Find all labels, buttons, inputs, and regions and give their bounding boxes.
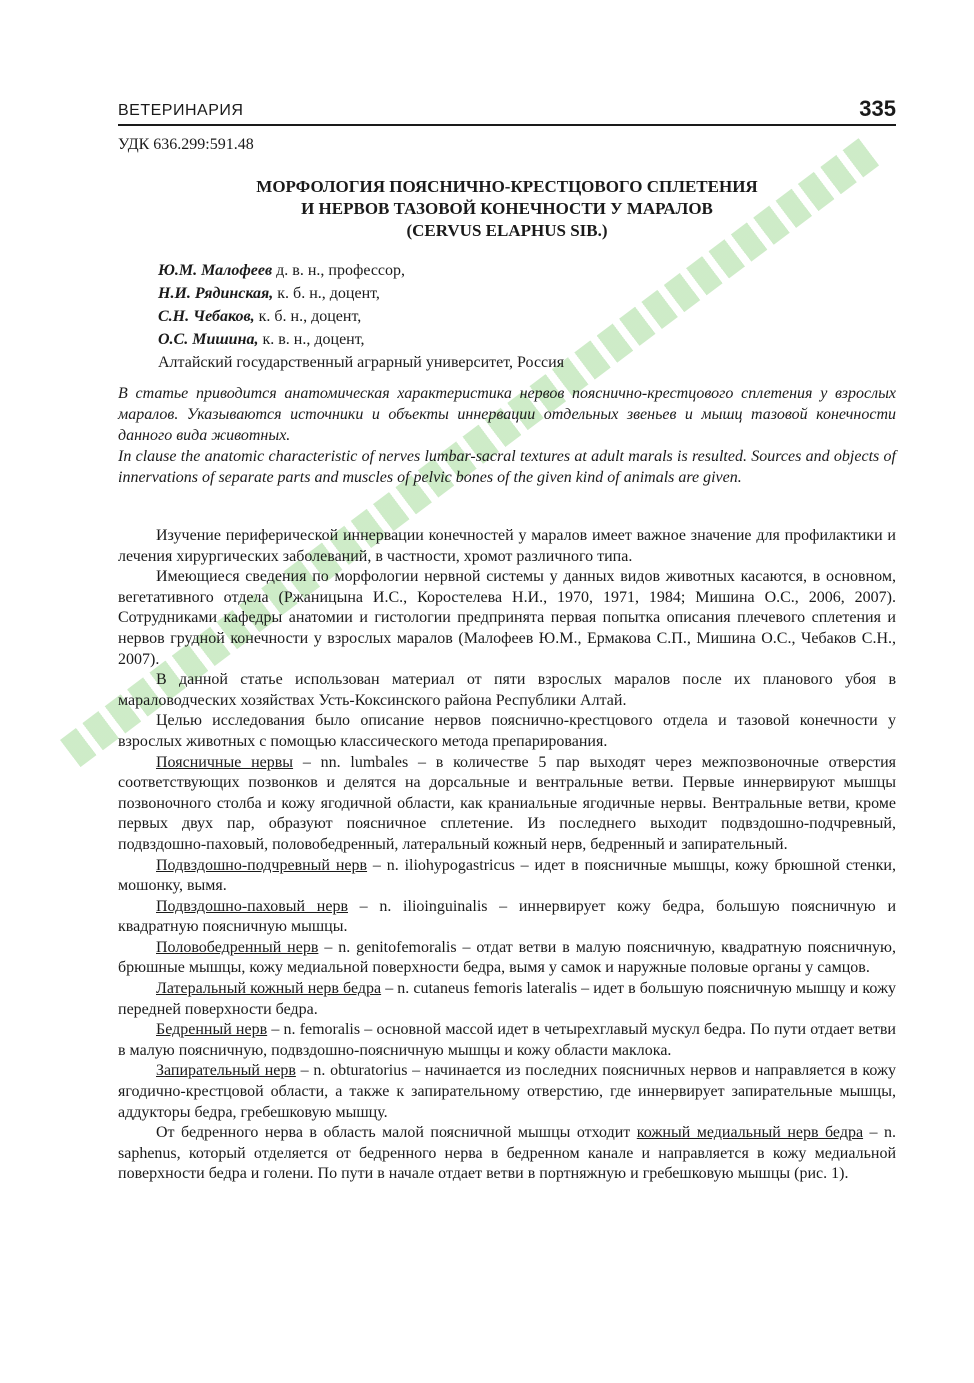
author-credentials: д. в. н., профессор,	[272, 262, 406, 279]
nerve-description: – n. femoralis – основной массой идет в четырехглавый мускул бедра. По пути отдает ветви в малую поясничную, подвздошно-поясничную мышцы и кожу области маклока.	[118, 1021, 896, 1059]
title-line-2: И НЕРВОВ ТАЗОВОЙ КОНЕЧНОСТИ У МАРАЛОВ	[301, 199, 713, 218]
author-name: С.Н. Чебаков,	[158, 308, 255, 325]
nerve-description: – n. iliohypogastricus – идет в поясничные мышцы, кожу брюшной стенки, мошонку, вымя.	[118, 856, 896, 895]
nerve-description: – n. genitofemoralis – отдат ветви в малую поясничную, квадратную поясничную, брюшные мышцы, кожу медиальной поверхности бедра, вымя у самок и наружные половые органы у самцов.	[118, 938, 896, 977]
author-list	[158, 259, 564, 374]
title-line-3: (CERVUS ELAPHUS SIB.)	[406, 221, 608, 240]
body-paragraph: В данной статье использован материал от пяти взрослых маралов после их планового убоя в мараловодческих хозяйствах Усть-Коксинского района Республики Алтай.	[118, 671, 896, 709]
body-paragraph: Имеющиеся сведения по морфологии нервной системы у данных видов животных касаются, в основном, вегетативного отдела (Ржаницына И.С., Коростелева Н.И., 1970, 1971, 1984; Мишина О.С., 2006, 2007). Сотрудниками кафедры анатомии и гистологии предпринята первая попытка описания плечевого сплетения и нервов грудной конечности у взрослых маралов (Малофеев Ю.М., Ермакова С.П., Мишина О.С., Чебаков С.Н., 2007).	[118, 568, 896, 668]
title-line-1: МОРФОЛОГИЯ ПОЯСНИЧНО-КРЕСТЦОВОГО СПЛЕТЕНИЯ	[256, 177, 758, 196]
page-number: 335	[859, 96, 896, 121]
affiliation: Алтайский государственный аграрный университет, Россия	[158, 354, 565, 371]
author-entry	[158, 259, 564, 282]
nerve-description: – nn. lumbales – в количестве 5 пар выходят через межпозвоночные отверстия соответствующих позвонков и делятся на дорсальные и вентральные ветви. Первые иннервируют мышцы позвоночного столба и кожу ягодичной области, как краниальные ягодичные нервы. Вентральные ветви, кроме первых двух пар, образуют поясничное сплетение. Из последнего выходит подвздошно-подчревный, подвздошно-паховый, половобедренный, латеральный кожный нерв, бедренный и запирательный.	[118, 753, 897, 853]
author-entry	[158, 282, 564, 305]
article-body	[118, 526, 896, 1185]
running-header	[118, 94, 896, 126]
author-entry	[158, 305, 564, 328]
paragraph-lead: От бедренного нерва в область малой поясничной мышцы отходит	[156, 1124, 637, 1142]
nerve-term: Подвздошно-подчревный нерв	[156, 856, 368, 874]
body-paragraph	[118, 1123, 896, 1185]
author-name: Ю.М. Малофеев	[158, 262, 273, 279]
nerve-term: Запирательный нерв	[156, 1062, 296, 1080]
nerve-description: – n. ilioinguinalis – иннервирует кожу бедра, большую поясничную и квадратную поясничную мышцы.	[118, 897, 897, 936]
nerve-term: Половобедренный нерв	[156, 938, 319, 956]
article-title	[118, 176, 896, 242]
nerve-term: Подвздошно-паховый нерв	[156, 897, 348, 915]
author-credentials: к. б. н., доцент,	[254, 308, 362, 325]
author-name: Н.И. Рядинская,	[158, 285, 274, 302]
author-entry	[158, 328, 564, 351]
journal-section-name: ВЕТЕРИНАРИЯ	[118, 102, 244, 119]
author-name: О.С. Мишина,	[158, 331, 259, 348]
body-paragraph: Целью исследования было описание нервов пояснично-крестцового отдела и тазовой конечности у взрослых животных с помощью классического метода препарирования.	[118, 712, 896, 750]
abstract-english: In clause the anatomic characteristic of nerves lumbar-sacral textures at adult marals is resulted. Sources and objects of innervations of separate parts and muscles of pelvic bones of the given kind of animals are given.	[118, 448, 896, 486]
abstract-russian: В статье приводится анатомическая характеристика нервов пояснично-крестцового сплетения у взрослых маралов. Указываются источники и объекты иннервации отдельных звеньев и мышц тазовой конечности данного вида животных.	[118, 385, 896, 444]
body-paragraph	[118, 979, 896, 1020]
nerve-term: Латеральный кожный нерв бедра	[156, 980, 382, 998]
nerve-term: кожный медиальный нерв бедра	[636, 1124, 864, 1142]
body-paragraph	[118, 856, 896, 897]
body-paragraph	[118, 1020, 896, 1061]
nerve-description: – n. obturatorius – начинается из последних поясничных нервов и направляется в кожу ягодично-крестцовой области, а также к запирательному отверстию, где иннервирует запирательные мышцы, аддукторы бедра, гребешковую мышцу.	[118, 1062, 897, 1121]
body-paragraph	[118, 897, 896, 938]
author-credentials: к. б. н., доцент,	[273, 285, 380, 302]
nerve-description: – n. cutaneus femoris lateralis – идет в большую поясничную мышцу и кожу передней поверхности бедра.	[118, 980, 896, 1018]
nerve-term: Бедренный нерв	[156, 1021, 268, 1039]
body-paragraph: Изучение периферической иннервации конечностей у маралов имеет важное значение для профилактики и лечения хирургических заболеваний, в частности, хромот различного типа.	[118, 527, 896, 565]
body-paragraph	[118, 1061, 896, 1123]
nerve-term: Поясничные нервы	[156, 753, 294, 771]
author-credentials: к. в. н., доцент,	[258, 331, 365, 348]
nerve-description: – n. saphenus, который отделяется от бедренного нерва в бедренном канале и направляется в кожу медиальной поверхности бедра и голени. По пути в начале отдает ветви в портняжную и гребешковую мышцы (рис. 1).	[118, 1124, 897, 1183]
abstract	[118, 383, 896, 488]
body-paragraph	[118, 753, 896, 856]
body-paragraph	[118, 938, 896, 979]
udc-code: УДК 636.299:591.48	[118, 136, 254, 153]
